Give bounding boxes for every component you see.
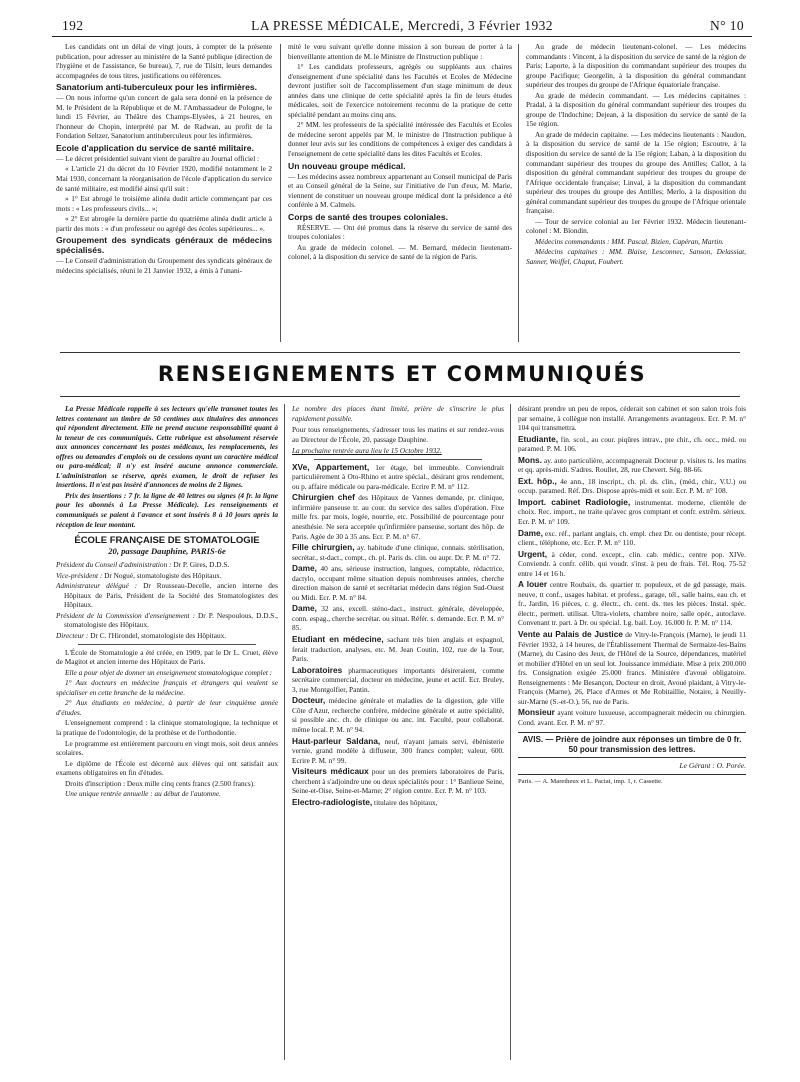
paragraph: Droits d'inscription : Deux mille cinq cents francs (2.500 francs). [65, 778, 255, 788]
paragraph: Une unique rentrée annuelle : au début de l'automne. [65, 789, 221, 799]
classified-ad: Laboratoires pharmaceutiques importants désireraient, comme secrétaire commercial, docteur en médecine, jeune et actif. Ecr. Bruley, 3, rue Montgolfier, Pantin. [292, 664, 504, 694]
classified-ad: A louer centre Roubaix, ds. quartier tr. populeux, et de gd passage, mais. neuve, tt conf., usages habitat. et profess., garage, tél., salle bains, eau ch. et fr., Jardin, 16 pièces, c. g. électr., ch. cent. ds. ttes les pièces. Instal. spéc. électr., permett. utilisat. Ultra-violets, chambre noire, salle opér., autoclave. Convenant tr. part. à Dr. ou spécial. Lg. bail. Loy. 16.000 fr. P. M. n° 114. [518, 579, 746, 628]
separator [78, 532, 256, 533]
paragraph: RÉSERVE. — Ont été promus dans la réserve du service de santé des troupes coloniales : [288, 222, 512, 242]
paragraph: 2° MM. les professeurs de la spécialité intéressée des Facultés et Ecoles de médecine seront appelés par M. le ministre de l'Instruction publique à donner leur avis sur les conditions de compétences à exiger des candidats à l'enseignement de cette spécialité dans les dites Facultés et Ecoles. [288, 120, 512, 159]
news-heading: Groupement des syndicats généraux de médecins spécialisés. [56, 235, 272, 256]
top-column-3 [526, 42, 746, 268]
paragraph: Les candidats ont un délai de vingt jours, à compter de la présente publication, pour adresser au ministère de la Santé publique (direction de l'hygiène et de l'assistance, 6e bureau), 7, rue de Tilsitt, leurs demandes accompagnées de tous titres, justifications ou références. [56, 42, 272, 80]
classified-ad: Vente au Palais de Justice de Vitry-le-François (Marne), le jeudi 11 Février 1932, à 14 heures, de l'Établissement Thermal de Sermaize-les-Bains (Marne), du Casino des Jeux, de l'Hôtel de la Source, dépendances, matériel et mobilier d'Hôtel en un seul lot. Jouissance immédiate. Mise à prix 200.000 frs. Consignation exigée 25.000 francs. Ministère d'avoué obligatoire. Renseignements : Me Besançon, Docteur en droit, Avoué plaidant, à Vitry-le-François (Marne), 26, Place d'Armes et Me Robitaillie, Notaire, à Neuilly-sur-Marne (S.-et-O.), 56, rue de Paris. [518, 629, 746, 706]
paragraph: Le nombre des places étant limité, prière de s'inscrire le plus rapidement possible. [292, 404, 504, 423]
section-rule-top [60, 352, 740, 353]
classified-ad: Visiteurs médicaux pour un des premiers laboratoires de Paris, cherchent à s'adjoindre une ou deux spécialités pour : 1° Banlieue Seine, Seine-et-Oise, Seine-et-Marne; 2° région centre. Ecr. P. M. n° 103. [292, 766, 505, 796]
paragraph: — Le Conseil d'administration du Groupement des syndicats généraux de médecins spécialisés, réuni le 21 Janvier 1932, a émis à l'unani- [56, 256, 272, 275]
news-heading: Un nouveau groupe médical. [288, 160, 406, 171]
paragraph: Le diplôme de l'École est décerné aux élèves qui ont satisfait aux examens obligatoires en fin d'études. [56, 758, 278, 778]
column-divider [284, 404, 285, 1060]
classified-ad: Etudiante, fin. scol., au cour. piqûres intrav., pte chir., ch. occ., méd. ou paramed. P. M. 106. [518, 433, 746, 454]
paragraph: 1° Les candidats professeurs, agrégés ou suppléants aux chaires d'enseignement d'une spécialité dans les Facultés et Ecoles de Médecine devront justifier soit de l'accomplissement d'un stage minimum de deux années dans une clinique de cette spécialité après la fin de leurs études médicales, soit de l'exercice notoirement reconnu de la pratique de cette spécialité pendant au moins cinq ans. [288, 62, 512, 119]
classified-ad: Monsieur ayant voiture luxueuse, accompagnerait médecin ou chirurgien. Cond. avant. Ecr. P. M. n° 97. [518, 707, 746, 727]
column-divider [280, 44, 281, 342]
staff-entry: Président de la Commission d'enseignement : Dr P. Nespoulous, D.D.S., stomatologiste des Hôpitaux. [56, 610, 279, 630]
paragraph: Le programme est entièrement parcouru en vingt mois, soit deux années scolaires. [56, 738, 278, 758]
paragraph: L'École de Stomatologie a été créée, en 1909, par le Dr L. Cruet, élève de Magitot et ancien interne des Hôpitaux de Paris. [56, 647, 278, 667]
paragraph: L'enseignement comprend : la clinique stomatologique, la technique et la pratique de l'odontologie, de la prothèse et de l'orthodontie. [56, 718, 278, 737]
printer-imprint: Paris. — A. Maretheux et L. Pactat, imp. 1, r. Cassette. [518, 774, 746, 787]
paragraph: Médecins capitaines : MM. Blaise, Lesconnec, Sanson, Delassiat, Sanner, Weiffel, Chaput, Foubert. [526, 247, 746, 267]
paragraph: — On nous informe qu'un concert de gala sera donné en la présence de M. le Président de la République et de M. l'Ambassadeur de Pologne, le lundi 15 Février, au Théâtre des Champs-Elysées, à 21 heures, en l'honneur de Chopin, interprété par M. de Radwan, au profit de la Fondation Seltzer, Sanatorium antituberculeux pour les infirmières. [56, 93, 272, 141]
paragraph: « L'article 21 du décret du 10 Février 1920, modifié notamment le 2 Mai 1930, concernant la réorganisation de l'école d'application du service de santé militaire, est modifié ainsi qu'il suit : [56, 164, 272, 193]
classified-ad: désirant prendre un peu de repos, céderait son cabinet et son salon trois fois par semaine, à collègue non installé. Arrangements avantageux. Ecr. P. M. n° 104 qui transmettra. [518, 404, 746, 433]
paragraph: — Le décret présidentiel suivant vient de paraître au Journal officiel : [56, 153, 260, 163]
lower-column-2 [292, 404, 504, 809]
classified-ad: Fille chirurgien, ay. habitude d'une clinique, connais. stérilisation, secrétar., st-dact., compt., ch. pl. Paris ds. clin. ou aupr. Dr. P. M. n° 72. [292, 542, 505, 562]
gerant-signature: Le Gérant : O. Porée. [679, 760, 746, 770]
staff-entry: Président du Conseil d'administration : Dr P. Gires, D.D.S. [56, 560, 230, 570]
separator [78, 644, 256, 645]
classified-ad: Import. cabinet Radiologie, instrumentat. moderne, clientèle de choix. Rec. import., ne traite qu'avec gros comptant et confr. extrêm. sérieux. Ecr. P. M. n° 109. [518, 496, 746, 527]
paragraph: » 1° Est abrogé le troisième alinéa dudit article commençant par ces mots : « Les professeurs civils... »; [56, 194, 272, 213]
classified-ad: Mons. ay. auto particulière, accompagnerait Docteur p. visites ts. les matins et qq. après-midi. S'adres. Roullet, 28, rue Chevert. Ség. 88-66. [518, 454, 746, 475]
lower-column-1 [56, 404, 278, 800]
issue-number: N° 10 [709, 18, 744, 33]
staff-entry: Vice-président : Dr Nogué, stomatologiste des Hôpitaux. [56, 570, 222, 580]
paragraph: — Tour de service colonial au 1er Février 1932. Médecin lieutenant-colonel : M. Blondin. [526, 216, 746, 236]
classified-ad: Urgent, à céder, cond. except., clin. cab. médic., centre pop. XIVe. Conviendr. à confr. célib. qui voudr. s'inst. à peu de frais. Tél. Roq. 75-52 entre 14 et 16 h. [518, 548, 746, 578]
classified-ad: Electro-radiologiste, titulaire des hôpitaux, [292, 796, 438, 807]
top-column-1 [56, 42, 272, 276]
price-notice: Prix des insertions : 7 fr. la ligne de 40 lettres ou signes (4 fr. la ligne pour les abonnés à La Presse Médicale). Les renseignements et communiqués se paient à l'avance et sont insérés 8 à 10 jours après la réception de leur montant. [56, 490, 278, 529]
classified-ad: Dame, exc. réf., parlant anglais, ch. empl. chez Dr. ou dentiste, pour récept. client., téléphone, etc. Ecr. P. M. n° 110. [518, 527, 746, 548]
lower-column-3 [518, 404, 746, 787]
paragraph: mité le vœu suivant qu'elle donne mission à son bureau de porter à la bienveillante attention de M. le Ministre de l'Instruction publique : [288, 42, 512, 61]
paragraph: Au grade de médecin capitaine. — Les médecins lieutenants : Naudon, à la disposition du service de santé de la 15e région; Escoutre, à la disposition du service de santé de la 15e région; Laban, à la disposition du commandant supérieur des troupes du groupe des Antilles; Callot, à la disposition du général commandant supérieur des troupes du groupe de l'Afrique occidentale française; Linval, à la disposition du commandant supérieur des troupes du groupe des Antilles; Merlo, à la disposition du général commandant supérieur des troupes du groupe de l'Afrique orientale française. [526, 129, 746, 216]
section-rule-bottom [60, 396, 740, 397]
column-divider [518, 44, 519, 342]
paragraph: « 2° Est abrogée la dernière partie du quatrième alinéa dudit article à partir des mots : « d'un professeur ou agrégé des écoles supérieures... ». [56, 214, 272, 233]
paragraph: 1° Aux docteurs en médecine français et étrangers qui veulent se spécialiser en cette branche de la médecine. [56, 678, 278, 697]
top-column-2 [288, 42, 512, 263]
classified-ad: Haut-parleur Saldana, neuf, n'ayant jamais servi, ébénisterie vernie, grand modèle à diffuseur, 300 francs complet; valeur, 600. Ecrire P. M. n° 99. [292, 735, 504, 765]
page-number: 192 [62, 18, 84, 33]
paragraph: Au grade de médecin commandant. — Les médecins capitaines : Pradal, à la disposition du général commandant supérieur des troupes du groupe de l'Indochine; Dejean, à la disposition du service de santé de la 15e région. [526, 90, 746, 129]
avis-notice: AVIS. — Prière de joindre aux réponses un timbre de 0 fr. 50 pour transmission des lettres. [518, 732, 746, 758]
news-heading: Sanatorium anti-tuberculeux pour les infirmières. [56, 82, 258, 93]
news-heading: Ecole d'application du service de santé militaire. [56, 142, 254, 153]
journal-title: LA PRESSE MÉDICALE, Mercredi, 3 Février 1932 [251, 18, 553, 33]
school-address: 20, passage Dauphine, PARIS-6e [108, 545, 226, 556]
classified-ad: Dame, 40 ans, sérieuse instruction, langues, comptable, rédactrice, dactylo, occupant même situation depuis nombreuses années, cherche direction maison de santé et secrétariat médecin dans région Sud-Ouest ou Midi. Ecr. P. M. n° 84. [292, 563, 504, 602]
paragraph: Au grade de médecin lieutenant-colonel. — Les médecins commandants : Vincent, à la disposition du service de santé de la région de Paris; Laporte, à la disposition du commandant supérieur des troupes du groupe Pacifique; Georgelin, à la disposition du général commandant supérieur des troupes du groupe de l'Afrique équatoriale française. [526, 42, 746, 90]
news-heading: Corps de santé des troupes coloniales. [288, 211, 448, 222]
paragraph: La prochaine rentrée aura lieu le 15 Octobre 1932. [292, 446, 442, 456]
classified-ad: Ext. hôp., 4e ann., 18 inscript., ch. pl. ds. clin., (méd., chir., V.U.) ou occup. paramed. Réf. Drs. Dispose après-midi et soir. Ecr. P. M. n° 108. [518, 475, 746, 496]
page-header [52, 6, 752, 37]
classified-ad: Etudiant en médecine, sachant très bien anglais et espagnol, ferait traduction, analyses, etc. M. Jean Coutin, 102, rue de la Tour, Paris. [292, 634, 505, 664]
separator [314, 459, 482, 460]
classified-ad: Dame, 32 ans, excell. sténo-dact., instruct. générale, développée, conn. espag., cherche secrétar. ou situat. Référ. s. demande. Ecr. P. M. n° 85. [292, 603, 504, 633]
staff-entry: Administrateur délégué : Dr Rousseau-Decelle, ancien interne des Hôpitaux de Paris, Président de la Société des Stomatologistes des Hôpitaux. [56, 581, 278, 610]
paragraph: Pour tous renseignements, s'adresser tous les matins et sur rendez-vous au Directeur de l'École, 20, passage Dauphine. [292, 425, 504, 444]
paragraph: 2° Aux étudiants en médecine, à partir de leur cinquième année d'études. [56, 698, 278, 717]
school-title: ÉCOLE FRANÇAISE DE STOMATOLOGIE [74, 535, 260, 547]
classified-ad: XVe, Appartement, 1er étage, bel immeuble. Conviendrait particulièrement à Oto-Rhino et autre spécial., désirant gros rendement, ou p. affaire médicale ou para-médicale. Ecrire P. M. n° 112. [292, 461, 504, 491]
classified-ad: Docteur, médecine générale et maladies de la digestion, gde ville Côte d'Azur, recherche confrère, médecine générale et autre spécialité, si possible anc. ch. de clinique ou anc. int. Faculté, pour collaborat. même local. P. M. n° 94. [292, 695, 504, 734]
paragraph: Elle a pour objet de donner un enseignement stomatologique complet : [65, 667, 273, 677]
staff-entry: Directeur : Dr C. l'Hirondel, stomatologiste des Hôpitaux. [56, 631, 227, 641]
column-divider [510, 404, 511, 1060]
paragraph: — Les médecins assez nombreux appartenant au Conseil municipal de Paris et au Conseil général de la Seine, sur l'initiative de l'un d'eux, M. Marie, viennent de constituer un nouveau groupe médical dont la présidence a été conférée à M. Calmels. [288, 171, 512, 210]
section-title: RENSEIGNEMENTS ET COMMUNIQUÉS [157, 362, 647, 386]
classified-ad: Chirurgien chef des Hôpitaux de Vannes demande, pr. clinique, infirmière panseuse tr. au cour. du service des salles d'opération. Fixe mille frs. par mois, logée, nourrie, etc. Possibilité de pourcentage pour anesthésie. Ne sera acceptée qu'infirmière panseuse, sortant des hôp. de Paris. Agée de 30 à 35 ans. Ecr. P. M. n° 67. [292, 492, 505, 541]
paragraph: Au grade de médecin colonel. — M. Bernard, médecin lieutenant-colonel, à la disposition du service de santé de la région de Paris. [288, 242, 512, 262]
notice-text: La Presse Médicale rappelle à ses lecteurs qu'elle transmet toutes les lettres contenant un timbre de 50 centimes aux titulaires des annonces qui répondent directement. Elle ne prend aucune responsabilité quant à la teneur de ces communiqués. Cette rubrique est absolument réservée aux annonces concernant les postes médicaux, les remplacements, les offres ou demandes d'emplois ou de cessions ayant un caractère médical ou para-médical; il n'y est inséré aucune annonce commerciale. L'administration se réserve, après examen, le droit de refuser les insertions. Il n'est pas inséré d'annonces de moins de 2 lignes. [56, 404, 278, 490]
staff-list [56, 560, 278, 640]
paragraph: Médecins commandants : MM. Pascal, Bizien, Capéran, Martin. [535, 236, 724, 246]
